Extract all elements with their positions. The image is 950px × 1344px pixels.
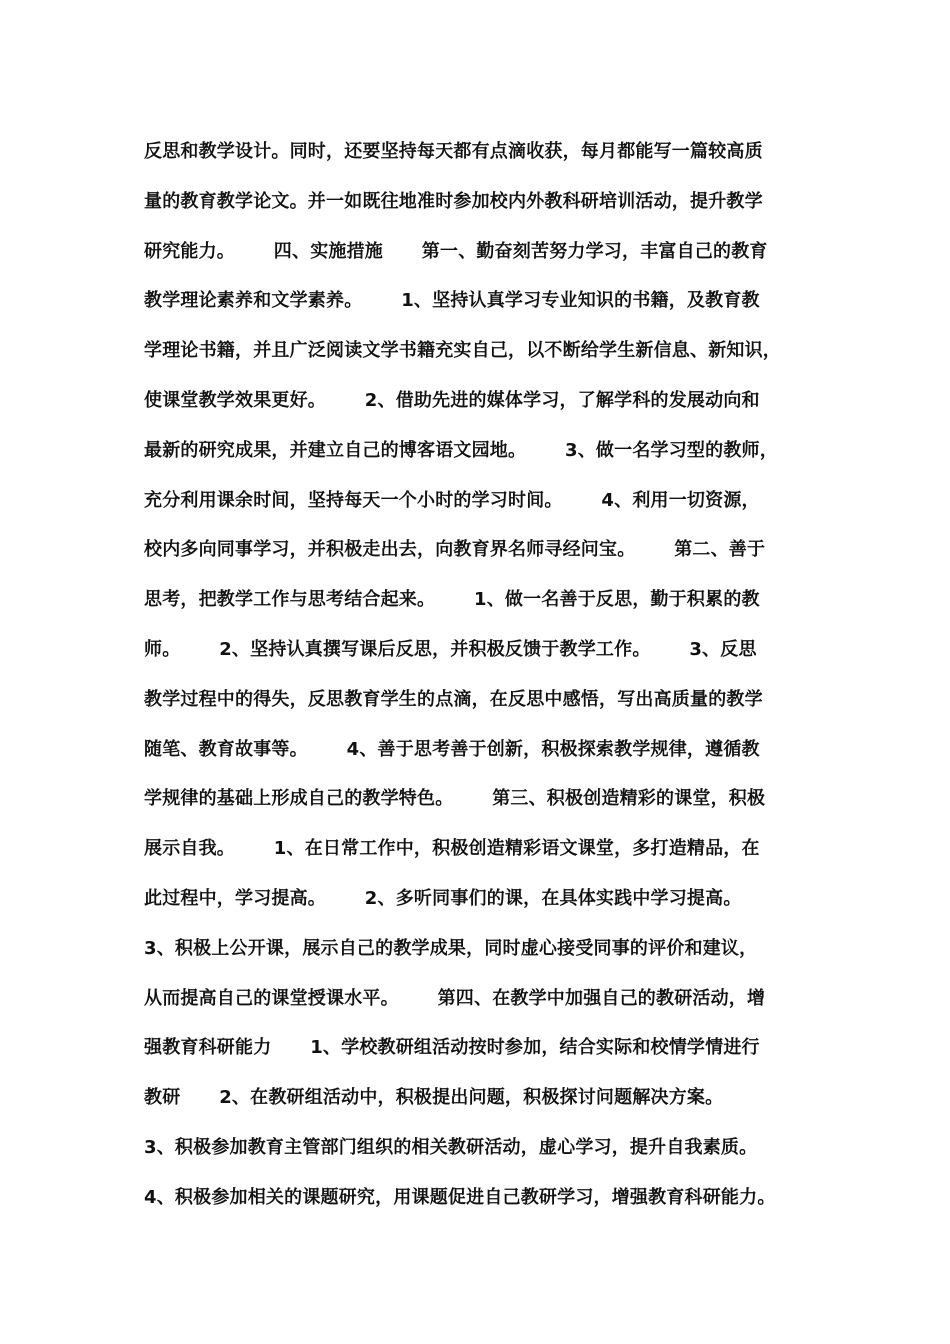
text-line: 最新的研究成果，并建立自己的博客语文园地。 3、做一名学习型的教师，	[144, 439, 778, 461]
text-line: 随笔、教育故事等。 4、善于思考善于创新，积极探索教学规律，遵循教	[144, 738, 760, 760]
text-line: 教学理论素养和文学素养。 1、坚持认真学习专业知识的书籍，及教育教	[144, 290, 760, 312]
text-line: 展示自我。 1、在日常工作中，积极创造精彩语文课堂，多打造精品，在	[144, 838, 760, 860]
body-text	[144, 130, 834, 1226]
text-line: 3、积极上公开课，展示自己的教学成果，同时虚心接受同事的评价和建议，	[144, 937, 758, 959]
text-line: 教研 2、在教研组活动中，积极提出问题，积极探讨问题解决方案。	[144, 1087, 724, 1109]
text-line: 此过程中，学习提高。 2、多听同事们的课，在具体实践中学习提高。	[144, 887, 742, 909]
text-line: 使课堂教学效果更好。 2、借助先进的媒体学习，了解学科的发展动向和	[144, 389, 760, 411]
text-line: 师。 2、坚持认真撰写课后反思，并积极反馈于教学工作。 3、反思	[144, 638, 757, 660]
text-line: 3、积极参加教育主管部门组织的相关教研活动，虚心学习，提升自我素质。	[144, 1136, 758, 1158]
text-line: 量的教育教学论文。并一如既往地准时参加校内外教科研培训活动，提升教学	[144, 190, 763, 212]
text-line: 校内多向同事学习，并积极走出去，向教育界名师寻经问宝。 第二、善于	[144, 539, 766, 561]
text-line: 教学过程中的得失，反思教育学生的点滴，在反思中感悟，写出高质量的教学	[144, 688, 763, 710]
text-line: 强教育科研能力 1、学校教研组活动按时参加，结合实际和校情学情进行	[144, 1037, 760, 1059]
text-line: 思考，把教学工作与思考结合起来。 1、做一名善于反思，勤于积累的教	[144, 589, 760, 611]
text-line: 反思和教学设计。同时，还要坚持每天都有点滴收获，每月都能写一篇较高质	[144, 141, 763, 162]
text-line: 4、积极参加相关的课题研究，用课题促进自己教研学习，增强教育科研能力。	[144, 1186, 776, 1208]
text-line: 从而提高自己的课堂授课水平。 第四、在教学中加强自己的教研活动，增	[144, 987, 766, 1009]
text-line: 充分利用课余时间，坚持每天一个小时的学习时间。 4、利用一切资源，	[144, 489, 760, 511]
text-line: 学理论书籍，并且广泛阅读文学书籍充实自己，以不断给学生新信息、新知识，	[144, 340, 781, 362]
text-line: 学规律的基础上形成自己的教学特色。 第三、积极创造精彩的课堂，积极	[144, 788, 766, 810]
text-line: 研究能力。 四、实施措施 第一、勤奋刻苦努力学习，丰富自己的教育	[144, 240, 768, 262]
